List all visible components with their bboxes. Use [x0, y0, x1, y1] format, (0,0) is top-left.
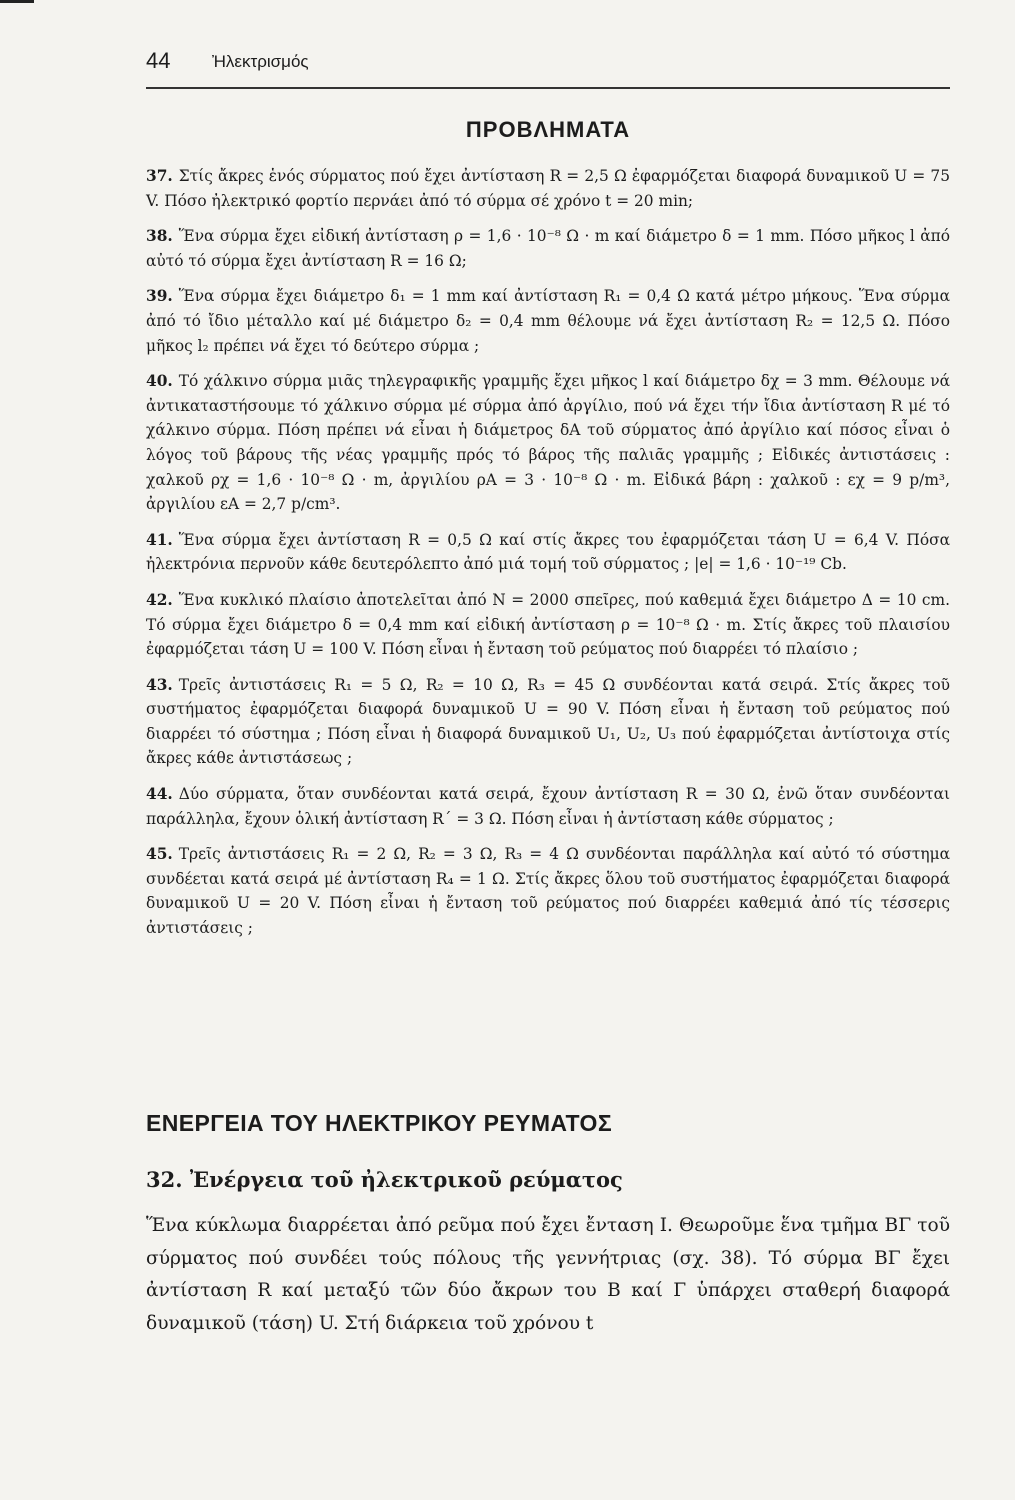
- problem-number: 37.: [146, 167, 173, 185]
- problem-item: [146, 842, 950, 940]
- problem-text: Τρεῖς ἀντιστάσεις R₁ = 2 Ω, R₂ = 3 Ω, R₃ = 4 Ω συνδέονται παράλληλα καί αὐτό τό σύστημα συνδέεται κατά σειρά μέ ἀντίσταση R₄ = 1 Ω. Στίς ἄκρες ὅλου τοῦ συστήματος ἐφαρμόζεται διαφορά δυναμικοῦ U = 20 V. Πόση εἶναι ἡ ἔνταση τοῦ ρεύματος πού διαρρέει καθεμιά ἀπό τίς τέσσερις ἀντιστάσεις ;: [146, 845, 950, 938]
- problem-number: 39.: [146, 287, 173, 306]
- problem-text: Δύο σύρματα, ὅταν συνδέονται κατά σειρά, ἔχουν ἀντίσταση R = 30 Ω, ἐνῶ ὅταν συνδέονται παράλληλα, ἔχουν ὁλική ἀντίσταση R΄ = 3 Ω. Πόση εἶναι ἡ ἀντίσταση κάθε σύρματος ;: [146, 785, 950, 828]
- problem-item: [146, 164, 950, 213]
- problem-item: [146, 528, 950, 577]
- problem-text: Ἕνα κυκλικό πλαίσιο ἀποτελεῖται ἀπό N = 2000 σπεῖρες, πού καθεμιά ἔχει διάμετρο Δ = 10 cm. Τό σύρμα ἔχει διάμετρο δ = 0,4 mm καί εἰδική ἀντίσταση ρ = 10⁻⁸ Ω · m. Στίς ἄκρες τοῦ πλαισίου ἐφαρμόζεται τάση U = 100 V. Πόση εἶναι ἡ ἔνταση τοῦ ρεύματος πού διαρρέει τό πλαίσιο ;: [146, 590, 950, 659]
- problem-item: [146, 284, 950, 358]
- problems-title: ΠΡΟΒΛΗΜΑΤΑ: [465, 117, 631, 142]
- problem-text: Στίς ἄκρες ἑνός σύρματος πού ἔχει ἀντίσταση R = 2,5 Ω ἐφαρμόζεται διαφορά δυναμικοῦ U = 75 V. Πόσο ἠλεκτρικό φορτίο περνάει ἀπό τό σύρμα σέ χρόνο t = 20 min;: [146, 167, 950, 210]
- problem-number: 43.: [146, 675, 173, 694]
- problem-text: Ἕνα σύρμα ἔχει διάμετρο δ₁ = 1 mm καί ἀντίσταση R₁ = 0,4 Ω κατά μέτρο μήκους. Ἕνα σύρμα ἀπό τό ἴδιο μέταλλο καί μέ διάμετρο δ₂ = 0,4 mm θέλουμε νά ἔχει ἀντίσταση R₂ = 12,5 Ω. Πόσο μῆκος l₂ πρέπει νά ἔχει τό δεύτερο σύρμα ;: [146, 287, 950, 355]
- problem-number: 44.: [146, 785, 173, 804]
- problem-number: 41.: [146, 530, 173, 549]
- problem-item: [146, 782, 950, 831]
- problem-text: Ἕνα σύρμα ἔχει εἰδική ἀντίσταση ρ = 1,6 · 10⁻⁸ Ω · m καί διάμετρο δ = 1 mm. Πόσο μῆκος l ἀπό αὐτό τό σύρμα ἔχει ἀντίσταση R = 16 Ω;: [146, 227, 950, 270]
- problem-number: 40.: [146, 372, 173, 391]
- problem-number: 45.: [146, 845, 173, 864]
- problem-item: [146, 224, 950, 273]
- problem-item: [146, 369, 950, 517]
- subsection-title: 32. Ἐνέργεια τοῦ ἠλεκτρικοῦ ρεύματος: [146, 1167, 623, 1192]
- problem-item: [146, 588, 950, 662]
- problem-text: Ἕνα σύρμα ἔχει ἀντίσταση R = 0,5 Ω καί στίς ἄκρες του ἐφαρμόζεται τάση U = 6,4 V. Πόσα ἠλεκτρόνια περνοῦν κάθε δευτερόλεπτο ἀπό μιά τομή τοῦ σύρματος ; |e| = 1,6 · 10⁻¹⁹ Cb.: [146, 530, 950, 574]
- page-header: [146, 46, 950, 86]
- scan-corner-mark: [0, 0, 34, 3]
- problem-text: Τρεῖς ἀντιστάσεις R₁ = 5 Ω, R₂ = 10 Ω, R₃ = 45 Ω συνδέονται κατά σειρά. Στίς ἄκρες τοῦ συστήματος ἐφαρμόζεται διαφορά δυναμικοῦ U = 90 V. Πόση εἶναι ἡ ἔνταση τοῦ ρεύματος πού διαρρέει τό σύστημα ; Πόση εἶναι ἡ διαφορά δυναμικοῦ U₁, U₂, U₃ πού ἐφαρμόζεται ἀντίστοιχα στίς ἄκρες κάθε ἀντιστάσεως ;: [146, 675, 950, 768]
- problems-list: [146, 164, 950, 952]
- body-paragraph: Ἕνα κύκλωμα διαρρέεται ἀπό ρεῦμα πού ἔχει ἔνταση Ι. Θεωροῦμε ἕνα τμῆμα ΒΓ τοῦ σύρματος πού συνδέει τούς πόλους τῆς γεννήτριας (σχ. 38). Τό σύρμα ΒΓ ἔχει ἀντίσταση R καί μεταξύ τῶν δύο ἄκρων του Β καί Γ ὑπάρχει σταθερή διαφορά δυναμικοῦ (τάση) U. Στή διάρκεια τοῦ χρόνου t: [146, 1215, 950, 1334]
- header-rule: [146, 87, 950, 89]
- problem-item: [146, 673, 950, 771]
- problem-text: Τό χάλκινο σύρμα μιᾶς τηλεγραφικῆς γραμμῆς ἔχει μῆκος l καί διάμετρο δχ = 3 mm. Θέλουμε νά ἀντικαταστήσουμε τό χάλκινο σύρμα μέ σύρμα ἀπό ἀργίλιο, πού νά ἔχει τήν ἴδια ἀντίσταση R μέ τό χάλκινο σύρμα. Πόση πρέπει νά εἶναι ἡ διάμετρος δA τοῦ σύρματος ἀπό ἀργίλιο καί πόσος εἶναι ὁ λόγος τοῦ βάρους τῆς νέας γραμμῆς πρός τό βάρος τῆς παλιᾶς γραμμῆς ; Εἰδικές ἀντιστάσεις : χαλκοῦ ρχ = 1,6 · 10⁻⁸ Ω · m, ἀργιλίου ρA = 3 · 10⁻⁸ Ω · m. Εἰδικά βάρη : χαλκοῦ : εχ = 9 p/m³, ἀργιλίου εA = 2,7 p/cm³.: [146, 372, 950, 514]
- running-head: Ἠλεκτρισμός: [212, 52, 309, 71]
- problem-number: 42.: [146, 590, 173, 609]
- page-number: 44: [146, 48, 171, 73]
- problem-number: 38.: [146, 227, 173, 246]
- chapter-title: ΕΝΕΡΓΕΙΑ ΤΟΥ ΗΛΕΚΤΡΙΚΟΥ ΡΕΥΜΑΤΟΣ: [146, 1110, 613, 1136]
